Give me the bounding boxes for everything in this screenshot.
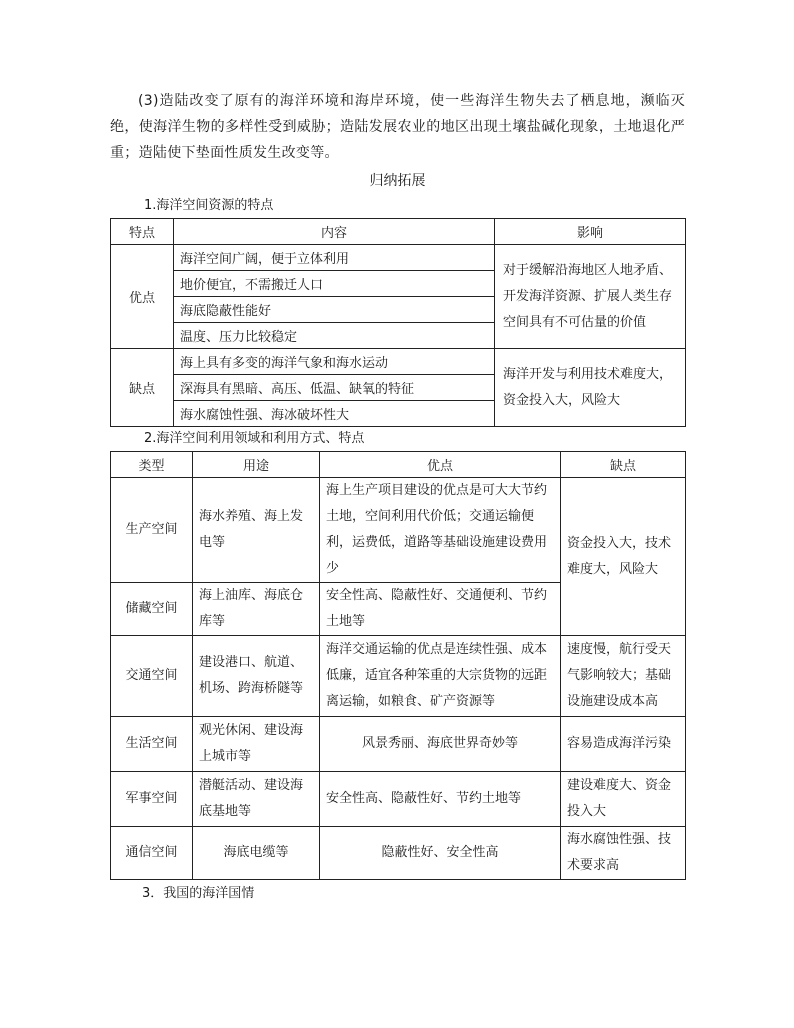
disadvantage-item: 深海具有黑暗、高压、低温、缺氧的特征 (174, 375, 495, 401)
space-utilization-table (110, 451, 686, 880)
space-cons: 容易造成海洋污染 (561, 717, 686, 772)
section3-heading: 3．我国的海洋国情 (142, 886, 255, 901)
space-use: 海水养殖、海上发电等 (193, 478, 320, 583)
space-cons: 速度慢，航行受天气影响较大；基础设施建设成本高 (561, 636, 686, 717)
space-type: 生活空间 (111, 717, 193, 772)
disadvantages-effect: 海洋开发与利用技术难度大，资金投入大，风险大 (495, 349, 686, 427)
space-cons: 建设难度大、资金投入大 (561, 772, 686, 827)
space-pros: 隐蔽性好、安全性高 (320, 827, 561, 880)
column-header: 类型 (111, 452, 193, 478)
space-use: 建设港口、航道、机场、跨海桥隧等 (193, 636, 320, 717)
space-type: 储藏空间 (111, 583, 193, 636)
column-header: 优点 (320, 452, 561, 478)
advantage-item: 地价便宜，不需搬迁人口 (174, 271, 495, 297)
table-row (111, 717, 686, 772)
space-use: 海上油库、海底仓库等 (193, 583, 320, 636)
advantage-item: 温度、压力比较稳定 (174, 323, 495, 349)
space-pros: 海洋交通运输的优点是连续性强、成本低廉，适宜各种笨重的大宗货物的远距离运输，如粮食、矿产资源等 (320, 636, 561, 717)
column-header: 特点 (111, 219, 174, 245)
space-use: 海底电缆等 (193, 827, 320, 880)
table-row (111, 772, 686, 827)
disadvantage-item: 海上具有多变的海洋气象和海水运动 (174, 349, 495, 375)
table-row (111, 245, 686, 271)
space-cons: 资金投入大，技术难度大，风险大 (561, 478, 686, 636)
space-type: 军事空间 (111, 772, 193, 827)
table-header-row (111, 219, 686, 245)
column-header: 影响 (495, 219, 686, 245)
column-header: 用途 (193, 452, 320, 478)
column-header: 缺点 (561, 452, 686, 478)
disadvantages-label: 缺点 (111, 349, 174, 427)
space-type: 通信空间 (111, 827, 193, 880)
section-title: 归纳拓展 (369, 173, 426, 189)
space-pros: 风景秀丽、海底世界奇妙等 (320, 717, 561, 772)
advantage-item: 海洋空间广阔，便于立体利用 (174, 245, 495, 271)
table-row (111, 827, 686, 880)
intro-paragraph: (3)造陆改变了原有的海洋环境和海岸环境，使一些海洋生物失去了栖息地，濒临灭绝，使海洋生物的多样性受到威胁；造陆发展农业的地区出现土壤盐碱化现象，土地退化严重；造陆使下垫面性质发生改变等。 (110, 93, 685, 161)
advantages-effect: 对于缓解沿海地区人地矛盾、开发海洋资源、扩展人类生存空间具有不可估量的价值 (495, 245, 686, 349)
space-cons: 海水腐蚀性强、技术要求高 (561, 827, 686, 880)
space-resource-features-table (110, 218, 686, 427)
space-pros: 海上生产项目建设的优点是可大大节约土地，空间利用代价低；交通运输便利，运费低，道路等基础设施建设费用少 (320, 478, 561, 583)
space-pros: 安全性高、隐蔽性好、节约土地等 (320, 772, 561, 827)
space-use: 潜艇活动、建设海底基地等 (193, 772, 320, 827)
column-header: 内容 (174, 219, 495, 245)
document-page (110, 88, 685, 906)
space-type: 交通空间 (111, 636, 193, 717)
table-row (111, 636, 686, 717)
advantages-label: 优点 (111, 245, 174, 349)
disadvantage-item: 海水腐蚀性强、海冰破坏性大 (174, 401, 495, 427)
table-row (111, 478, 686, 583)
table1-heading: 1.海洋空间资源的特点 (144, 198, 274, 213)
space-use: 观光休闲、建设海上城市等 (193, 717, 320, 772)
space-pros: 安全性高、隐蔽性好、交通便利、节约土地等 (320, 583, 561, 636)
table-header-row (111, 452, 686, 478)
advantage-item: 海底隐蔽性能好 (174, 297, 495, 323)
space-type: 生产空间 (111, 478, 193, 583)
table2-heading: 2.海洋空间利用领域和利用方式、特点 (144, 431, 365, 446)
table-row (111, 349, 686, 375)
